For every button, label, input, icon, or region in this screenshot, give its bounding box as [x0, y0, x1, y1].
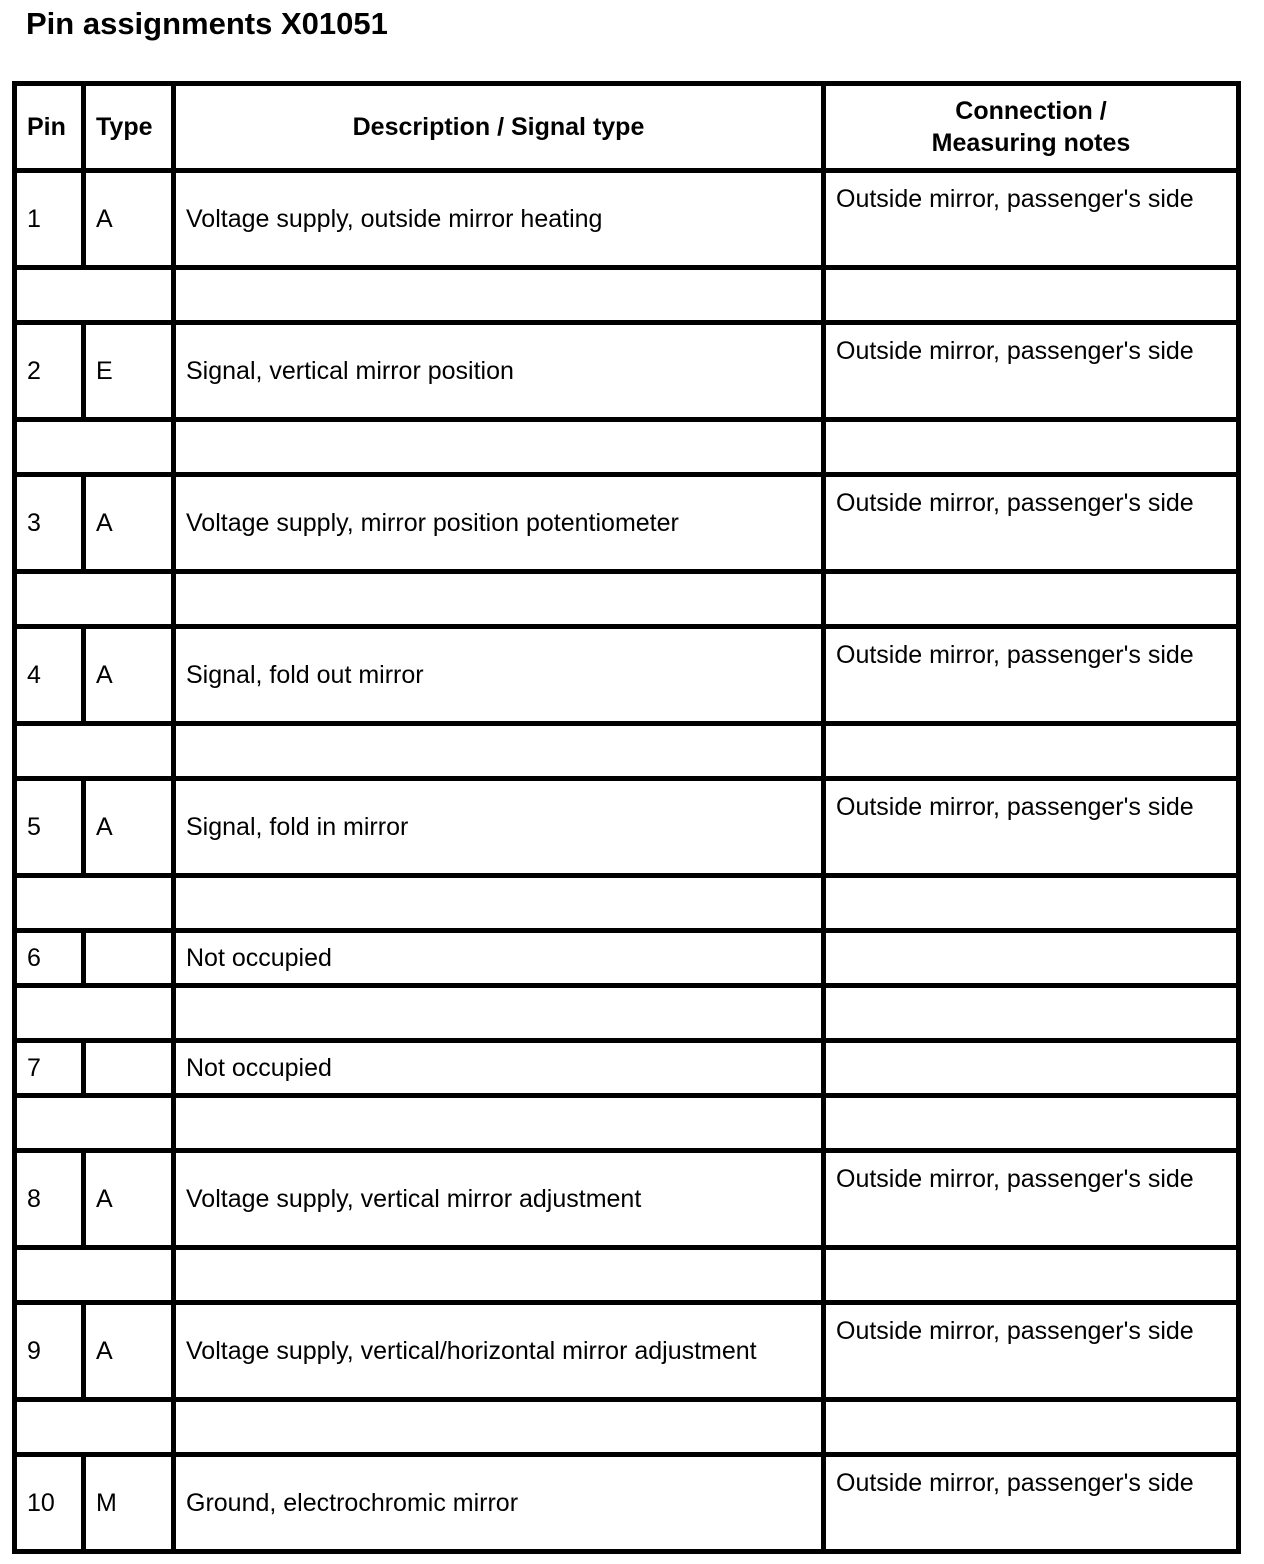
table-row: [15, 627, 1239, 724]
table-header-row: [15, 84, 1239, 171]
spacer-cell: [824, 1248, 1239, 1303]
notes-cell: Outside mirror, passenger's side: [824, 475, 1239, 572]
description-cell: Signal, vertical mirror position: [174, 323, 824, 420]
table-row: [15, 475, 1239, 572]
notes-cell: [824, 1041, 1239, 1096]
type-cell: [84, 1041, 174, 1096]
pin-cell: 4: [15, 627, 84, 724]
type-cell: [84, 931, 174, 986]
type-cell: A: [84, 779, 174, 876]
pin-cell: 6: [15, 931, 84, 986]
spacer-cell: [15, 1400, 174, 1455]
pin-cell: 1: [15, 171, 84, 268]
spacer-row: [15, 420, 1239, 475]
spacer-row: [15, 876, 1239, 931]
description-cell: Ground, electrochromic mirror: [174, 1455, 824, 1552]
pin-cell: 2: [15, 323, 84, 420]
type-cell: M: [84, 1455, 174, 1552]
spacer-cell: [174, 986, 824, 1041]
type-cell: E: [84, 323, 174, 420]
spacer-cell: [174, 1400, 824, 1455]
spacer-cell: [174, 1248, 824, 1303]
description-cell: Signal, fold out mirror: [174, 627, 824, 724]
description-cell: Voltage supply, outside mirror heating: [174, 171, 824, 268]
header-type: Type: [84, 84, 174, 171]
spacer-cell: [15, 420, 174, 475]
type-cell: A: [84, 171, 174, 268]
spacer-cell: [824, 986, 1239, 1041]
table-row: [15, 1303, 1239, 1400]
table-row: [15, 779, 1239, 876]
description-cell: Voltage supply, mirror position potentiometer: [174, 475, 824, 572]
spacer-cell: [174, 572, 824, 627]
spacer-cell: [824, 1096, 1239, 1151]
type-cell: A: [84, 1303, 174, 1400]
table-body: [15, 171, 1239, 1552]
type-cell: A: [84, 1151, 174, 1248]
spacer-cell: [824, 572, 1239, 627]
header-notes-line2: Measuring notes: [931, 129, 1131, 157]
spacer-cell: [15, 724, 174, 779]
notes-cell: Outside mirror, passenger's side: [824, 1455, 1239, 1552]
spacer-cell: [824, 876, 1239, 931]
pin-cell: 8: [15, 1151, 84, 1248]
spacer-cell: [174, 876, 824, 931]
spacer-row: [15, 986, 1239, 1041]
spacer-cell: [174, 1096, 824, 1151]
table-row: [15, 323, 1239, 420]
spacer-row: [15, 268, 1239, 323]
pin-assignment-table: [12, 81, 1241, 1554]
spacer-row: [15, 572, 1239, 627]
spacer-cell: [15, 986, 174, 1041]
spacer-cell: [15, 1248, 174, 1303]
spacer-cell: [15, 572, 174, 627]
description-cell: Voltage supply, vertical mirror adjustment: [174, 1151, 824, 1248]
spacer-row: [15, 724, 1239, 779]
type-cell: A: [84, 627, 174, 724]
type-cell: A: [84, 475, 174, 572]
spacer-row: [15, 1096, 1239, 1151]
notes-cell: Outside mirror, passenger's side: [824, 171, 1239, 268]
pin-cell: 10: [15, 1455, 84, 1552]
pin-cell: 5: [15, 779, 84, 876]
table-row: [15, 171, 1239, 268]
notes-cell: Outside mirror, passenger's side: [824, 1151, 1239, 1248]
notes-cell: Outside mirror, passenger's side: [824, 779, 1239, 876]
description-cell: Voltage supply, vertical/horizontal mirror adjustment: [174, 1303, 824, 1400]
description-cell: Not occupied: [174, 931, 824, 986]
notes-cell: Outside mirror, passenger's side: [824, 627, 1239, 724]
pin-cell: 9: [15, 1303, 84, 1400]
notes-cell: [824, 931, 1239, 986]
table-row: [15, 931, 1239, 986]
description-cell: Not occupied: [174, 1041, 824, 1096]
header-pin: Pin: [15, 84, 84, 171]
notes-cell: Outside mirror, passenger's side: [824, 1303, 1239, 1400]
spacer-cell: [824, 268, 1239, 323]
description-cell: Signal, fold in mirror: [174, 779, 824, 876]
spacer-cell: [824, 420, 1239, 475]
page-title: Pin assignments X01051: [26, 6, 388, 41]
header-notes-line1: Connection /: [955, 97, 1107, 125]
notes-cell: Outside mirror, passenger's side: [824, 323, 1239, 420]
spacer-cell: [15, 876, 174, 931]
spacer-row: [15, 1248, 1239, 1303]
spacer-cell: [15, 268, 174, 323]
spacer-cell: [15, 1096, 174, 1151]
spacer-cell: [824, 1400, 1239, 1455]
pin-cell: 7: [15, 1041, 84, 1096]
header-notes: [824, 84, 1239, 171]
table-row: [15, 1455, 1239, 1552]
header-description: Description / Signal type: [174, 84, 824, 171]
spacer-row: [15, 1400, 1239, 1455]
pin-cell: 3: [15, 475, 84, 572]
spacer-cell: [824, 724, 1239, 779]
spacer-cell: [174, 724, 824, 779]
table-row: [15, 1151, 1239, 1248]
spacer-cell: [174, 268, 824, 323]
table-row: [15, 1041, 1239, 1096]
spacer-cell: [174, 420, 824, 475]
